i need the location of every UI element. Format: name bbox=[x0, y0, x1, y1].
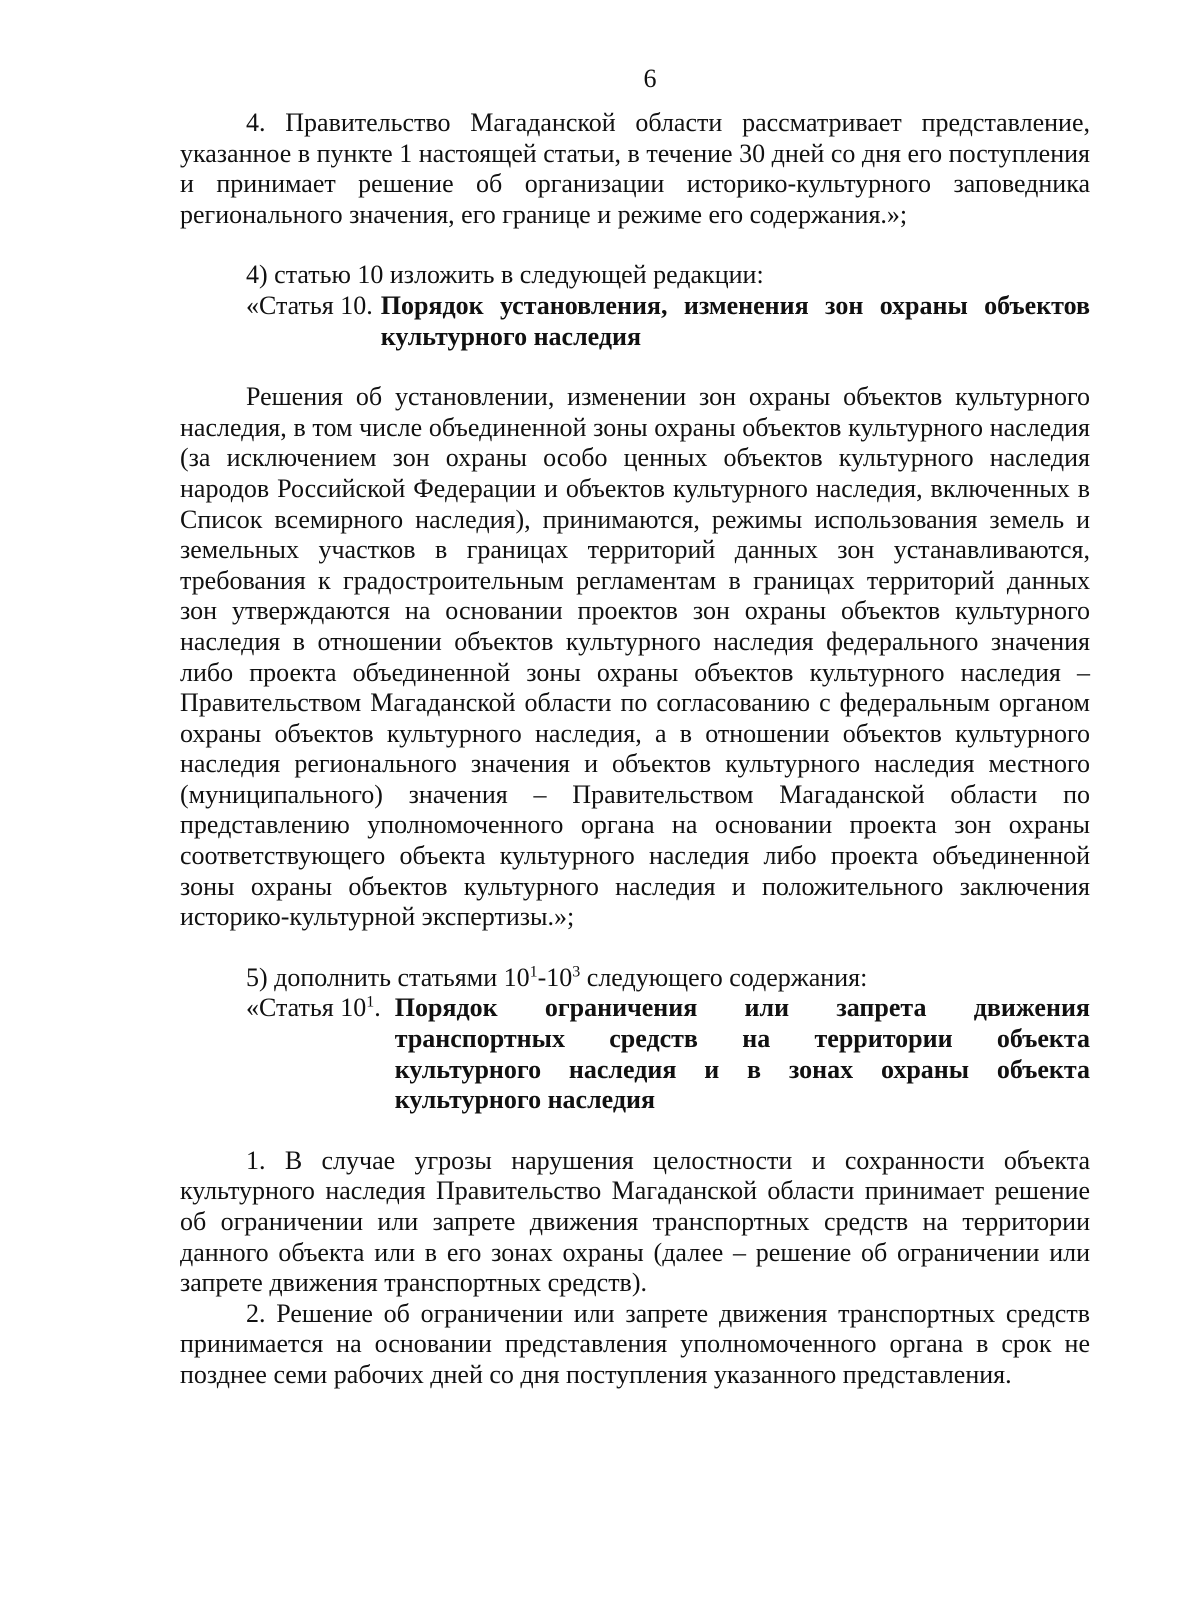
amendment-5-text-b: -10 bbox=[537, 962, 573, 992]
article-10-1-paragraph-2: 2. Решение об ограничении или запрете движения транспортных средств принимается на основании представления уполномоченного органа в срок не позднее семи рабочих дней со дня поступления указанного представления. bbox=[180, 1298, 1090, 1389]
amendment-5-sup-a: 1 bbox=[529, 963, 538, 981]
article-10-1-label bbox=[180, 993, 381, 1115]
paragraph-item-4: 4. Правительство Магаданской области рассматривает представление, указанное в пункте 1 настоящей статьи, в течение 30 дней со дня его поступления и принимает решение об организации историко-культурного заповедника регионального значения, его границе и режиме его содержания.»; bbox=[180, 108, 1090, 229]
article-10-1-title: Порядок ограничения или запрета движения транспортных средств на территории объекта культурного наследия и в зонах охраны объекта культурного наследия bbox=[394, 993, 1090, 1115]
article-10-1-label-end: . bbox=[374, 993, 381, 1023]
amendment-5-text-a: 5) дополнить статьями 10 bbox=[246, 962, 530, 992]
article-10-label: «Статья 10. bbox=[246, 290, 373, 320]
article-10-title: Порядок установления, изменения зон охраны объектов культурного наследия bbox=[380, 290, 1090, 351]
article-10-1-label-text: «Статья 10 bbox=[246, 993, 367, 1023]
amendment-5-text-c: следующего содержания: bbox=[580, 962, 868, 992]
article-10-1-label-sup: 1 bbox=[366, 993, 375, 1011]
article-10-heading bbox=[180, 291, 1090, 352]
page-number: 6 bbox=[643, 64, 657, 93]
paragraph-amendment-5 bbox=[180, 963, 1090, 994]
document-body bbox=[180, 108, 1090, 1391]
article-10-1-heading bbox=[180, 993, 1090, 1115]
article-10-text: Решения об установлении, изменении зон охраны объектов культурного наследия, в том числе объединенной зоны охраны объектов культурного наследия (за исключением зон охраны особо ценных объектов культурного наследия народов Российской Федерации и объектов культурного наследия, включенных в Список всемирного наследия), принимаются, режимы использования земель и земельных участков в границах территорий данных зон устанавливаются, требования к градостроительным регламентам в границах территорий данных зон утверждаются на основании проектов зон охраны объектов культурного наследия в отношении объектов культурного наследия федерального значения либо проекта объединенной зоны охраны объектов культурного наследия – Правительством Магаданской области по согласованию с федеральным органом охраны объектов культурного наследия, а в отношении объектов культурного наследия регионального значения и объектов культурного наследия местного (муниципального) значения – Правительством Магаданской области по представлению уполномоченного органа на основании проекта зон охраны соответствующего объекта культурного наследия либо проекта объединенной зоны охраны объектов культурного наследия и положительного заключения историко-культурной экспертизы.»; bbox=[180, 382, 1090, 932]
paragraph-amendment-4: 4) статью 10 изложить в следующей редакции: bbox=[246, 260, 764, 290]
article-10-1-paragraph-1: 1. В случае угрозы нарушения целостности и сохранности объекта культурного наследия Правительство Магаданской области принимает решение об ограничении или запрете движения транспортных средств на территории данного объекта или в его зонах охраны (далее – решение об ограничении или запрете движения транспортных средств). bbox=[180, 1145, 1090, 1298]
amendment-5-sup-b: 3 bbox=[572, 963, 581, 981]
